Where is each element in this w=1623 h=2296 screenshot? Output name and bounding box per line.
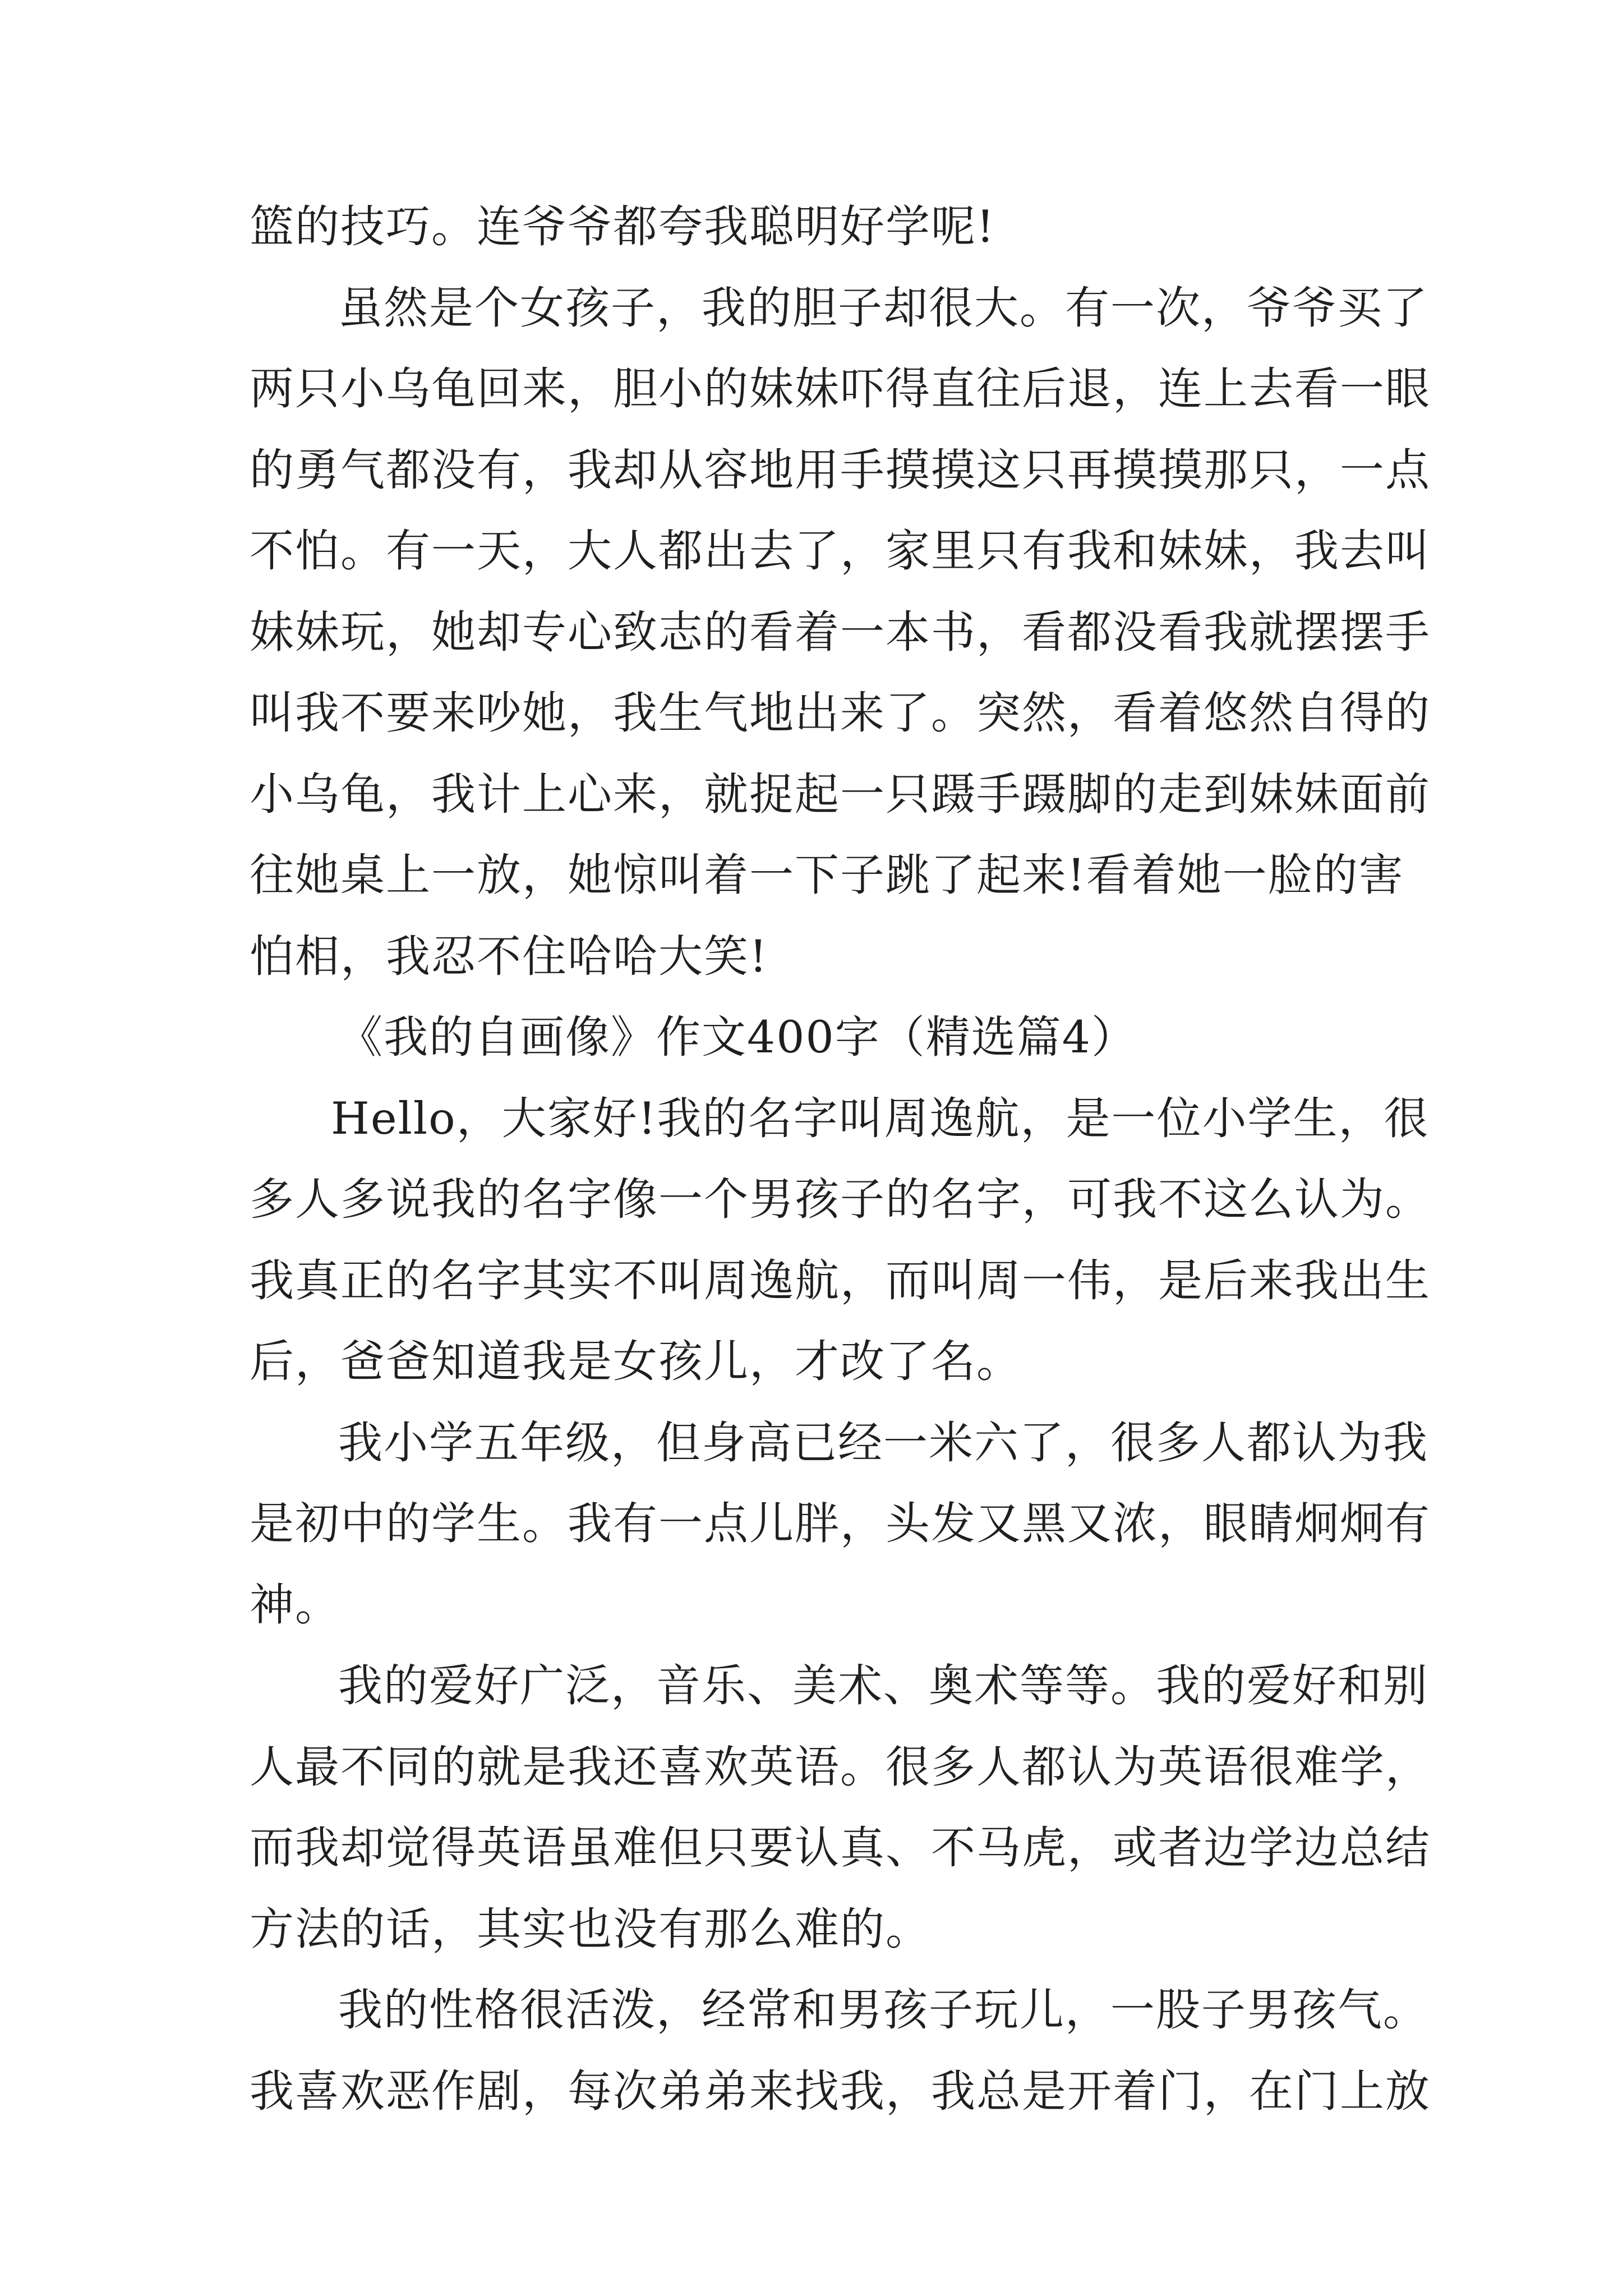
section-title: 《我的自画像》作文400字（精选篇4） — [338, 1011, 1137, 1063]
text-line-22: 方法的话，其实也没有那么难的。 — [250, 1903, 931, 1955]
text-line-15: 后，爸爸知道我是女孩儿，才改了名。 — [250, 1336, 1022, 1387]
text-line-8: 小乌龟，我计上心来，就捉起一只蹑手蹑脚的走到妹妹面前 — [250, 768, 1431, 820]
text-line-13: 多人多说我的名字像一个男孩子的名字，可我不这么认为。 — [250, 1174, 1431, 1225]
text-line-20: 人最不同的就是我还喜欢英语。很多人都认为英语很难学， — [250, 1741, 1431, 1793]
text-line-7: 叫我不要来吵她，我生气地出来了。突然，看着悠然自得的 — [250, 687, 1431, 739]
text-line-19: 我的爱好广泛，音乐、美术、奥术等等。我的爱好和别 — [338, 1660, 1428, 1711]
text-line-21: 而我却觉得英语虽难但只要认真、不马虎，或者边学边总结 — [250, 1822, 1431, 1874]
text-line-3: 两只小乌龟回来，胆小的妹妹吓得直往后退，连上去看一眼 — [250, 363, 1431, 415]
text-line-4: 的勇气都没有，我却从容地用手摸摸这只再摸摸那只，一点 — [250, 444, 1431, 496]
text-line-2: 虽然是个女孩子，我的胆子却很大。有一次，爷爷买了 — [338, 282, 1428, 334]
text-line-18: 神。 — [250, 1579, 340, 1631]
text-line-5: 不怕。有一天，大人都出去了，家里只有我和妹妹，我去叫 — [250, 525, 1431, 577]
text-line-14: 我真正的名字其实不叫周逸航，而叫周一伟，是后来我出生 — [250, 1254, 1431, 1306]
text-line-9: 往她桌上一放，她惊叫着一下子跳了起来!看着她一脸的害 — [250, 849, 1404, 901]
text-line-10: 怕相，我忍不住哈哈大笑! — [250, 930, 768, 982]
text-line-1: 篮的技巧。连爷爷都夸我聪明好学呢! — [250, 201, 995, 252]
text-line-6: 妹妹玩，她却专心致志的看着一本书，看都没看我就摆摆手 — [250, 606, 1431, 658]
text-line-24: 我喜欢恶作剧，每次弟弟来找我，我总是开着门，在门上放 — [250, 2065, 1431, 2117]
text-line-16: 我小学五年级，但身高已经一米六了，很多人都认为我 — [338, 1416, 1428, 1469]
text-line-12: Hello，大家好!我的名字叫周逸航，是一位小学生，很 — [331, 1092, 1430, 1144]
document-body — [250, 186, 1431, 2132]
text-line-23: 我的性格很活泼，经常和男孩子玩儿，一股子男孩气。 — [338, 1984, 1428, 2036]
text-line-17: 是初中的学生。我有一点儿胖，头发又黑又浓，眼睛炯炯有 — [250, 1498, 1431, 1549]
